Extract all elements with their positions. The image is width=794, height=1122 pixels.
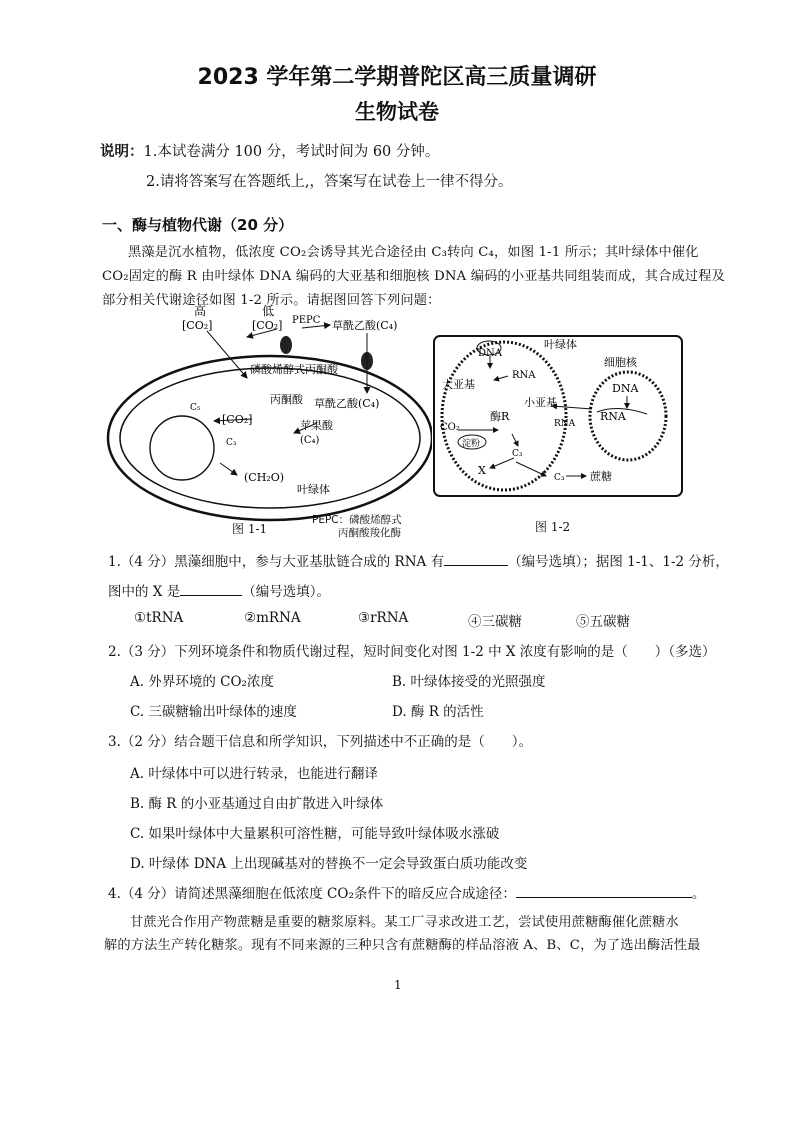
- label-high: 高: [194, 304, 207, 318]
- q3-option-c: C. 如果叶绿体中大量累积可溶性糖，可能导致叶绿体吸水涨破: [130, 826, 500, 842]
- question-1-text-d: （编号选填）。: [242, 584, 330, 600]
- q3-option-d: D. 叶绿体 DNA 上出现碱基对的替换不一定会导致蛋白质功能改变: [130, 856, 528, 872]
- label-c3-2: C₃: [554, 473, 565, 483]
- question-2: 2.（3 分）下列环境条件和物质代谢过程，短时间变化对图 1-2 中 X 浓度有影响的是（ ）（多选）: [108, 644, 716, 660]
- exam-subtitle: 生物试卷: [355, 100, 439, 124]
- label-c5: C₅: [190, 403, 201, 413]
- label-chloroplast-2: 叶绿体: [544, 338, 577, 351]
- label-small-subunit: 小亚基: [524, 396, 557, 409]
- figure-1-2-caption: 图 1-2: [535, 520, 571, 534]
- label-co2-low: [CO₂]: [252, 319, 283, 332]
- label-chloroplast: 叶绿体: [297, 483, 330, 496]
- answer-blank-q4[interactable]: [516, 883, 692, 898]
- question-4: [108, 882, 705, 902]
- label-dna2: DNA: [612, 382, 639, 395]
- instructions-line1: [100, 140, 439, 161]
- q1-option-2: ②mRNA: [244, 610, 301, 626]
- label-rna2: RNA: [600, 410, 626, 423]
- q1-option-1: ①tRNA: [134, 610, 184, 626]
- label-co2-inner: [CO₂]: [222, 413, 253, 426]
- question-1-line-2: [108, 580, 330, 600]
- figure-1-2: [432, 334, 684, 500]
- q1-option-3: ③rRNA: [358, 610, 409, 626]
- q1-option-4: ④三碳糖: [468, 614, 522, 630]
- figure-1-1: [102, 303, 432, 543]
- question-3: 3.（2 分）结合题干信息和所学知识，下列描述中不正确的是（ ）。: [108, 734, 533, 750]
- label-oaa-top: 草酰乙酸(C₄): [332, 319, 398, 332]
- instruction-item-1: 1.本试卷满分 100 分，考试时间为 60 分钟。: [143, 144, 440, 160]
- question-1-text-a: 1.（4 分）黑藻细胞中，参与大亚基肽链合成的 RNA 有: [108, 554, 445, 570]
- label-nucleus: 细胞核: [604, 356, 637, 369]
- label-co2: CO₂: [440, 422, 460, 433]
- label-c3: C₃: [226, 438, 237, 448]
- question-1-line-1: [108, 550, 729, 570]
- label-oaa-inner: 草酰乙酸(C₄): [314, 397, 380, 410]
- label-ch2o: (CH₂O): [244, 471, 285, 484]
- label-low: 低: [262, 304, 275, 318]
- question-4-text: 4.（4 分）请简述黑藻细胞在低浓度 CO₂条件下的暗反应合成途径：: [108, 886, 516, 902]
- question-1-text-c: 图中的 X 是: [108, 584, 181, 600]
- question-1-text-b: （编号选填）；据图 1-1、1-2 分析，: [508, 554, 729, 570]
- intro-line-1: 黑藻是沉水植物，低浓度 CO₂会诱导其光合途径由 C₃转向 C₄，如图 1-1 所示；其叶绿体中催化: [128, 245, 699, 260]
- label-pepc: PEPC: [292, 315, 321, 326]
- label-sucrose: 蔗糖: [590, 470, 612, 483]
- label-c3-1: C₃: [512, 449, 523, 459]
- label-pyruvate: 丙酮酸: [270, 393, 303, 406]
- answer-blank-q1b[interactable]: [180, 581, 242, 596]
- label-enzyme-r: 酶R: [490, 410, 510, 423]
- label-rna1: RNA: [512, 370, 536, 381]
- cell-outer-membrane: [108, 356, 432, 520]
- section-heading: 一、酶与植物代谢（20 分）: [102, 216, 294, 234]
- q2-option-b: B. 叶绿体接受的光照强度: [392, 674, 546, 690]
- q2-option-c: C. 三碳糖输出叶绿体的速度: [130, 704, 297, 720]
- pepc-note-2: 丙酮酸羧化酶: [338, 527, 401, 539]
- q3-option-a: A. 叶绿体中可以进行转录，也能进行翻译: [130, 766, 378, 782]
- transporter-1: [280, 336, 292, 354]
- exam-title: 2023 学年第二学期普陀区高三质量调研: [197, 65, 597, 90]
- page-number: 1: [394, 978, 402, 992]
- label-rna3: RNA: [554, 419, 576, 429]
- paragraph-2-line-2: 解的方法生产转化糖浆。现有不同来源的三种只含有蔗糖酶的样品溶液 A、B、C，为了选出酶活性最: [104, 938, 701, 953]
- label-x: X: [478, 464, 486, 477]
- pepc-note-1: PEPC：磷酸烯醇式: [312, 514, 402, 526]
- cell-boundary: [434, 336, 682, 496]
- label-large-subunit: 大亚基: [442, 378, 475, 391]
- question-4-end: 。: [691, 886, 706, 902]
- label-dna1: DNA: [478, 348, 502, 359]
- intro-line-2: CO₂固定的酶 R 由叶绿体 DNA 编码的大亚基和细胞核 DNA 编码的小亚基共同组装而成，其合成过程及: [102, 269, 726, 284]
- label-pep: 磷酸烯醇式丙酮酸: [250, 363, 338, 376]
- label-co2-high: [CO₂]: [182, 319, 213, 332]
- paragraph-2-line-1: 甘蔗光合作用产物蔗糖是重要的糖浆原料。某工厂寻求改进工艺，尝试使用蔗糖酶催化蔗糖水: [130, 915, 679, 930]
- instructions-label: 说明：: [100, 144, 144, 160]
- q2-option-d: D. 酶 R 的活性: [392, 704, 484, 720]
- answer-blank-q1a[interactable]: [444, 551, 508, 566]
- label-starch: 淀粉: [462, 439, 481, 449]
- label-malate: 苹果酸: [300, 419, 333, 432]
- chloroplast-membrane: [120, 368, 420, 508]
- q1-option-5: ⑤五碳糖: [576, 614, 630, 630]
- instruction-item-2: 2.请将答案写在答题纸上,，答案写在试卷上一律不得分。: [146, 174, 513, 190]
- figure-1-1-caption: 图 1-1: [232, 522, 268, 536]
- q3-option-b: B. 酶 R 的小亚基通过自由扩散进入叶绿体: [130, 796, 384, 812]
- calvin-cycle: [150, 416, 214, 480]
- label-malate-c4: (C₄): [300, 435, 320, 446]
- q2-option-a: A. 外界环境的 CO₂浓度: [130, 674, 274, 690]
- intro-line-3: 部分相关代谢途径如图 1-2 所示。请据图回答下列问题：: [102, 293, 441, 308]
